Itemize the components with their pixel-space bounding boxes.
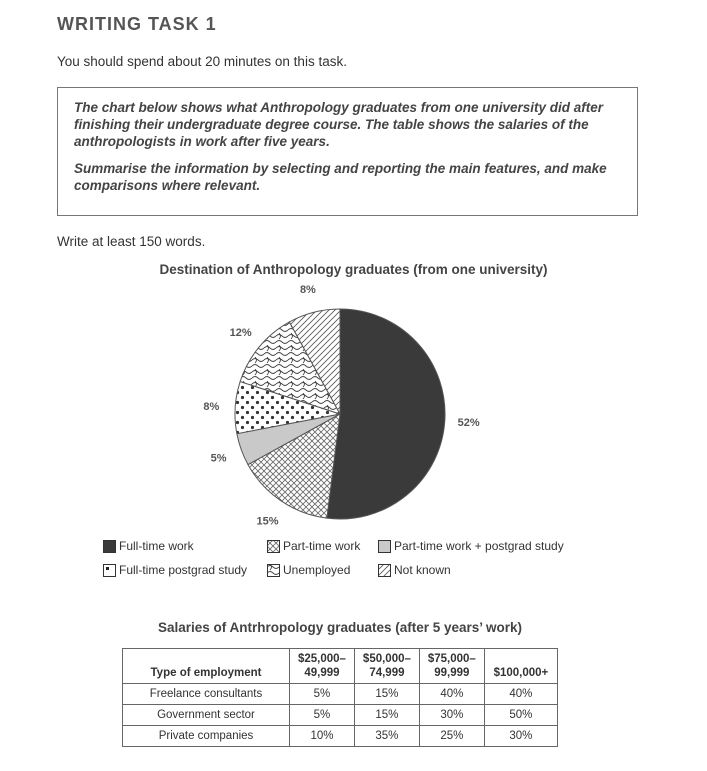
- table-cell: 10%: [290, 726, 355, 747]
- table-cell: 25%: [419, 726, 484, 747]
- legend-label: Unemployed: [283, 563, 351, 577]
- legend-swatch-diagonal: [378, 564, 391, 577]
- table-row: [123, 726, 558, 747]
- task-heading: WRITING TASK 1: [57, 14, 217, 34]
- header-range-2: $50,000– 74,999: [354, 649, 419, 684]
- header-range-3: $75,000– 99,999: [419, 649, 484, 684]
- intro-text: You should spend about 20 minutes on this task.: [57, 54, 347, 69]
- table-cell: 30%: [419, 705, 484, 726]
- table-title: Salaries of Antrhropology graduates (after 5 years’ work): [157, 620, 523, 635]
- legend-label: Not known: [394, 563, 451, 577]
- word-count-instruction: Write at least 150 words.: [57, 234, 206, 249]
- legend-swatch-solid-dark: [103, 540, 116, 553]
- legend-item-full-time-work: [103, 539, 194, 553]
- pie-slice-label-4: 12%: [229, 326, 252, 339]
- header-range-4: $100,000+: [484, 649, 557, 684]
- pie-chart-title: Destination of Anthropology graduates (from one university): [159, 262, 548, 277]
- table-cell: 5%: [290, 684, 355, 705]
- row-type: Government sector: [123, 705, 290, 726]
- table-cell: 30%: [484, 726, 557, 747]
- pie-slice-label-2: 5%: [210, 452, 227, 465]
- legend-item-part-time-postgrad: [378, 539, 564, 553]
- table-header-row: [123, 649, 558, 684]
- row-type: Private companies: [123, 726, 290, 747]
- legend-item-part-time-work: [267, 539, 360, 553]
- legend-swatch-crosshatch: [267, 540, 280, 553]
- table-cell: 15%: [354, 705, 419, 726]
- legend-item-not-known: [378, 563, 451, 577]
- table-row: [123, 684, 558, 705]
- task-instruction: Summarise the information by selecting and reporting the main features, and make comparisons where relevant.: [74, 161, 607, 193]
- legend-swatch-squiggle: [267, 564, 280, 577]
- table-cell: 15%: [354, 684, 419, 705]
- legend-item-full-time-postgrad: [103, 563, 247, 577]
- pie-slice-label-1: 15%: [256, 515, 279, 528]
- pie-slice-label-3: 8%: [203, 400, 220, 413]
- pie-slice-label-5: 8%: [299, 285, 316, 297]
- legend-label: Part-time work + postgrad study: [394, 539, 564, 553]
- table-cell: 40%: [484, 684, 557, 705]
- pie-chart: [0, 285, 707, 535]
- legend-swatch-solid-light: [378, 540, 391, 553]
- task-description: The chart below shows what Anthropology graduates from one university did after finishing their undergraduate degree course. The table shows the salaries of the anthropologists in work after five years.: [74, 100, 604, 149]
- legend-swatch-dots: [103, 564, 116, 577]
- table-cell: 5%: [290, 705, 355, 726]
- legend-item-unemployed: [267, 563, 350, 577]
- header-type: Type of employment: [123, 649, 290, 684]
- task-instructions-box: [57, 87, 638, 216]
- table-cell: 35%: [354, 726, 419, 747]
- legend-label: Full-time postgrad study: [119, 563, 248, 577]
- table-cell: 50%: [484, 705, 557, 726]
- pie-slice-0: [327, 309, 445, 519]
- row-type: Freelance consultants: [123, 684, 290, 705]
- table-row: [123, 705, 558, 726]
- pie-slice-label-0: 52%: [457, 417, 480, 430]
- legend-label: Part-time work: [283, 539, 361, 553]
- legend-label: Full-time work: [119, 539, 194, 553]
- salaries-table: [122, 648, 558, 747]
- table-cell: 40%: [419, 684, 484, 705]
- header-range-1: $25,000– 49,999: [290, 649, 355, 684]
